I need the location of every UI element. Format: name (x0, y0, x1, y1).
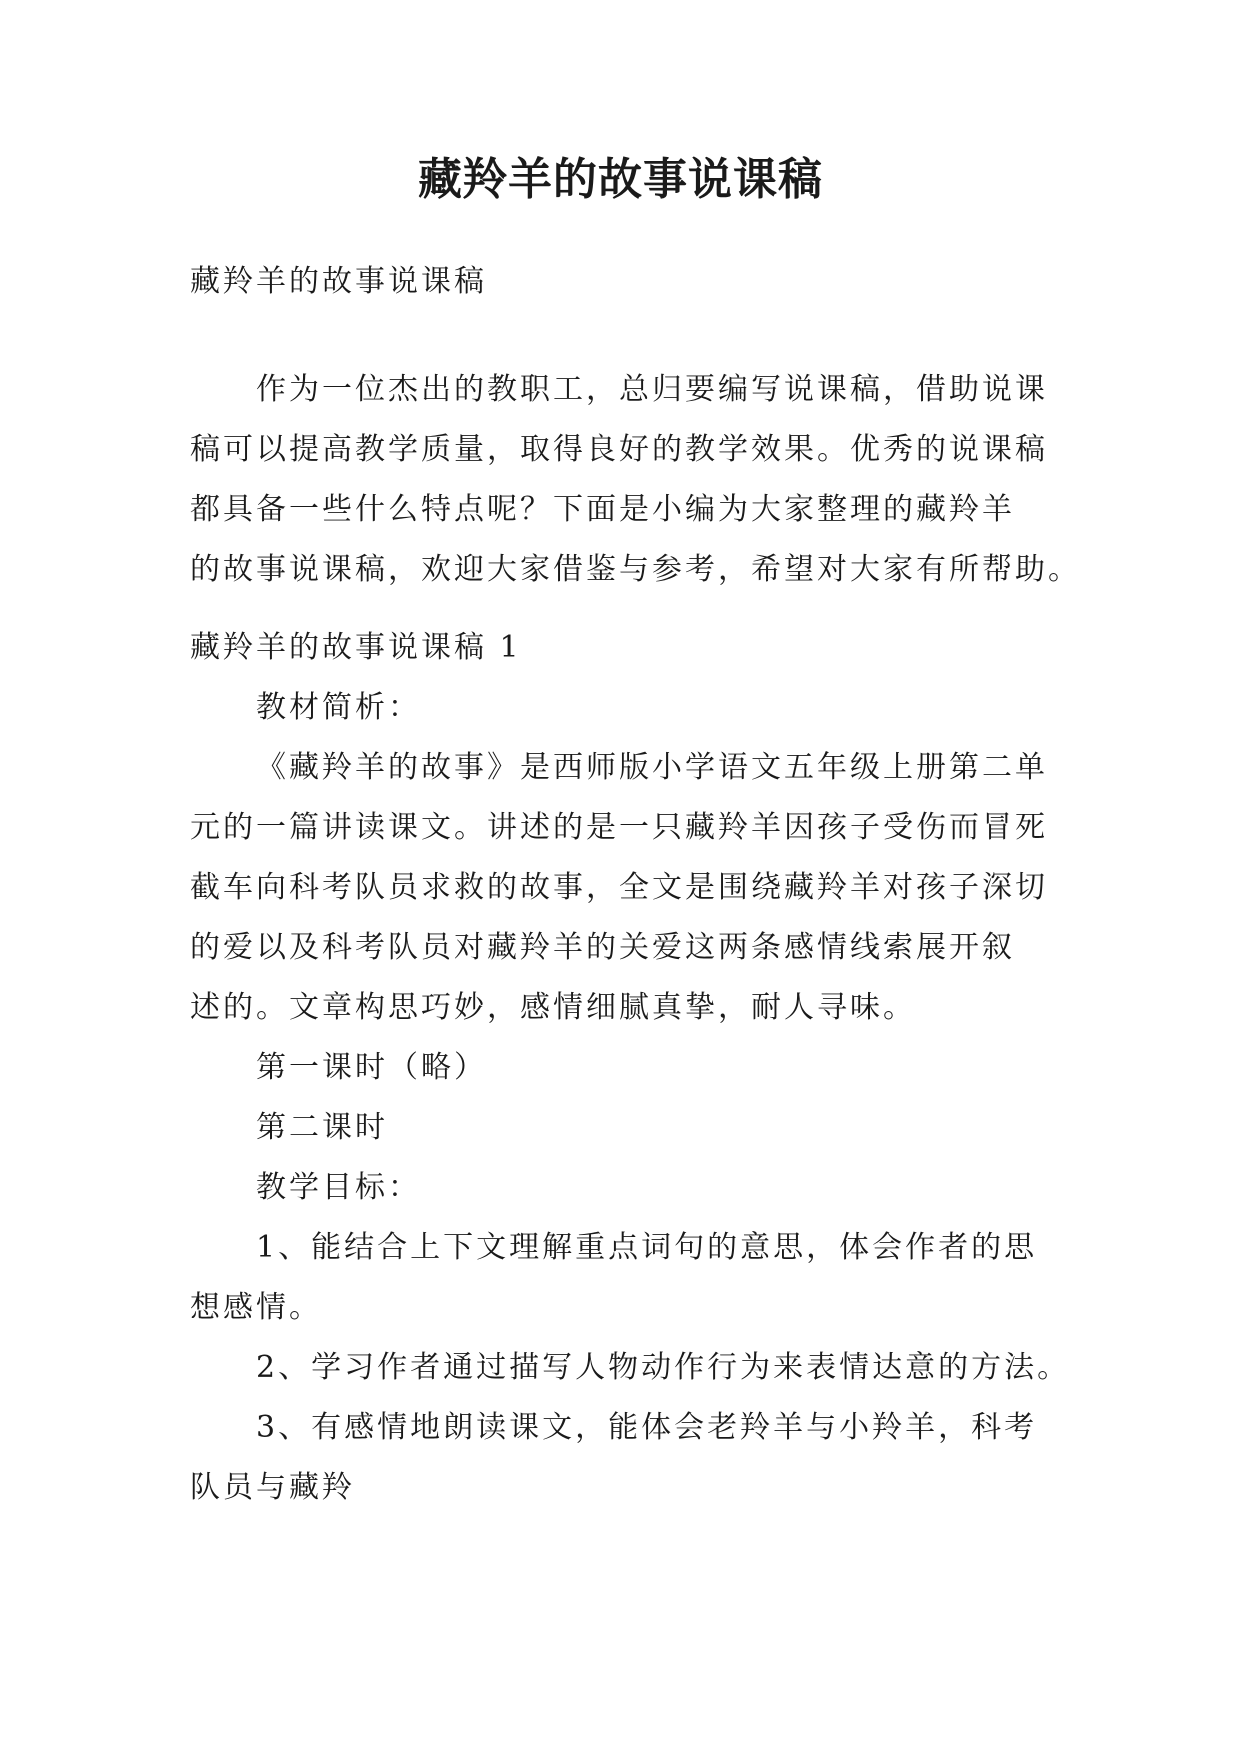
analysis-line: 元的一篇讲读课文。讲述的是一只藏羚羊因孩子受伤而冒死 (190, 810, 1048, 845)
goal-1-line: 1、能结合上下文理解重点词句的意思，体会作者的思 (256, 1230, 1038, 1265)
goal-3-line: 队员与藏羚 (190, 1470, 355, 1505)
section-body (190, 618, 1071, 1518)
analysis-line: 《藏羚羊的故事》是西师版小学语文五年级上册第二单 (256, 750, 1048, 785)
intro-paragraph (190, 360, 1081, 600)
lesson-1-label: 第一课时（略） (256, 1050, 487, 1085)
section-heading: 藏羚羊的故事说课稿 1 (190, 630, 522, 665)
analysis-heading: 教材简析： (256, 690, 421, 725)
analysis-line: 述的。文章构思巧妙，感情细腻真挚，耐人寻味。 (190, 990, 916, 1025)
document-title: 藏羚羊的故事说课稿 (418, 154, 823, 205)
analysis-line: 截车向科考队员求救的故事，全文是围绕藏羚羊对孩子深切 (190, 870, 1048, 905)
analysis-line: 的爱以及科考队员对藏羚羊的关爱这两条感情线索展开叙 (190, 930, 1015, 965)
goals-heading: 教学目标： (256, 1170, 421, 1205)
intro-line: 都具备一些什么特点呢？下面是小编为大家整理的藏羚羊 (190, 492, 1015, 527)
intro-line: 稿可以提高教学质量，取得良好的教学效果。优秀的说课稿 (190, 432, 1048, 467)
document-subtitle (190, 252, 1050, 312)
lesson-2-label: 第二课时 (256, 1110, 388, 1145)
goal-2-line: 2、学习作者通过描写人物动作行为来表情达意的方法。 (256, 1350, 1071, 1385)
goal-1-line: 想感情。 (190, 1290, 322, 1325)
subtitle-line: 藏羚羊的故事说课稿 (190, 264, 487, 299)
goal-3-line: 3、有感情地朗读课文，能体会老羚羊与小羚羊，科考 (256, 1410, 1038, 1445)
intro-line: 的故事说课稿，欢迎大家借鉴与参考，希望对大家有所帮助。 (190, 552, 1081, 587)
intro-line: 作为一位杰出的教职工，总归要编写说课稿，借助说课 (256, 372, 1048, 407)
